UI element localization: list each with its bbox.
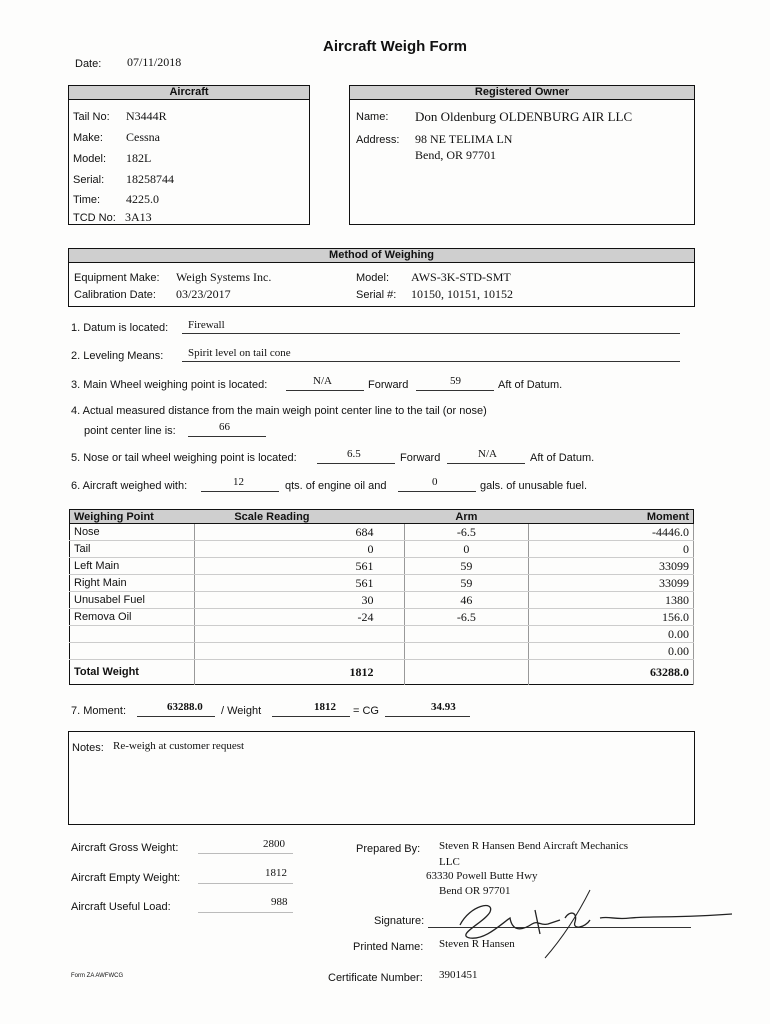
table-row [70,575,694,592]
q3-label: 3. Main Wheel weighing point is located: [71,379,268,391]
aircraft-row-value: 18258744 [126,172,174,186]
q1-label: 1. Datum is located: [71,322,169,334]
cell-moment: 33099 [529,575,694,592]
cg-moment-label: 7. Moment: [71,705,127,717]
aircraft-row-label: Make: [73,132,103,144]
prepared-line3: 63330 Powell Butte Hwy [426,870,538,882]
cell-arm: -6.5 [404,609,529,626]
form-title: Aircraft Weigh Form [323,38,467,55]
form-id: Form ZA AWFWCG [71,973,124,979]
total-label: Total Weight [70,660,195,685]
table-row [70,558,694,575]
cg-weight-value: 1812 [314,701,336,713]
table-row [70,626,694,643]
aircraft-row-label: Model: [73,153,107,165]
cell-point: Remova Oil [70,609,195,626]
aircraft-row-label: Time: [73,194,101,206]
aircraft-row-value: 4225.0 [126,192,159,206]
cell-arm: 0 [404,541,529,558]
q6-oil-value: 12 [233,476,244,488]
certificate-value: 3901451 [439,969,478,981]
date-value: 07/11/2018 [127,55,182,69]
cell-arm: -6.5 [404,524,529,541]
q1-value: Firewall [188,319,225,331]
date-label: Date: [75,58,102,70]
prepared-line2: LLC [439,856,460,868]
certificate-label: Certificate Number: [328,972,423,984]
th-scale-reading: Scale Reading [194,510,404,524]
serial-label: Serial #: [356,289,397,301]
owner-name-label: Name: [356,111,389,123]
serial-value: 10150, 10151, 10152 [411,287,513,301]
q4-label-a: 4. Actual measured distance from the main weigh point center line to the tail (or nose) [71,405,487,417]
th-moment: Moment [529,510,694,524]
cg-moment-value: 63288.0 [167,701,203,713]
q6-oil-label: qts. of engine oil and [285,480,387,492]
aircraft-header: Aircraft [69,86,309,100]
q6-fuel-label: gals. of unusable fuel. [480,480,588,492]
q5-aft-value: N/A [478,448,497,460]
weighing-table [69,509,694,685]
equipment-value: Weigh Systems Inc. [176,270,272,284]
gross-weight-label: Aircraft Gross Weight: [71,842,179,854]
cell-point: Nose [70,524,195,541]
q6-fuel-value: 0 [432,476,438,488]
useful-load-label: Aircraft Useful Load: [71,901,171,913]
total-moment: 63288.0 [529,660,694,685]
cell-moment: 0.00 [529,643,694,660]
model-value: AWS-3K-STD-SMT [411,270,511,284]
cell-scale: 561 [194,575,404,592]
cell-point: Unusabel Fuel [70,592,195,609]
cell-scale [194,626,404,643]
aircraft-row-label: TCD No: [73,212,116,224]
aircraft-row-value: Cessna [126,130,160,144]
equipment-label: Equipment Make: [74,272,160,284]
method-box [68,248,695,307]
cg-value: 34.93 [431,701,456,713]
q5-aft-label: Aft of Datum. [530,452,595,464]
gross-weight-value: 2800 [263,838,285,850]
calibration-label: Calibration Date: [74,289,156,301]
owner-address-line2: Bend, OR 97701 [415,148,496,162]
prepared-line1: Steven R Hansen Bend Aircraft Mechanics [439,840,629,852]
owner-box [349,85,695,225]
cell-moment: 156.0 [529,609,694,626]
cell-arm [404,626,529,643]
cell-point [70,643,195,660]
q4-value: 66 [219,421,230,433]
cell-scale: 0 [194,541,404,558]
cell-point: Right Main [70,575,195,592]
q5-forward-label: Forward [400,452,441,464]
aircraft-row-label: Tail No: [73,111,110,123]
cell-scale: 561 [194,558,404,575]
aircraft-row-value: 182L [126,151,152,165]
aircraft-row-value: N3444R [126,109,167,123]
cell-moment: 33099 [529,558,694,575]
owner-header: Registered Owner [350,86,694,100]
th-weighing-point: Weighing Point [70,510,195,524]
cell-moment: 0.00 [529,626,694,643]
empty-weight-label: Aircraft Empty Weight: [71,872,181,884]
cell-arm: 59 [404,558,529,575]
printed-name-label: Printed Name: [353,941,424,953]
q4-label-b: point center line is: [84,425,176,437]
q2-value: Spirit level on tail cone [188,347,291,359]
cell-arm [404,643,529,660]
cell-scale: 30 [194,592,404,609]
table-row [70,541,694,558]
table-row [70,524,694,541]
empty-weight-value: 1812 [265,867,287,879]
q5-forward-value: 6.5 [347,448,361,460]
q2-label: 2. Leveling Means: [71,350,164,362]
useful-load-value: 988 [271,896,288,908]
printed-name-value: Steven R Hansen [439,938,515,950]
model-label: Model: [356,272,390,284]
th-arm: Arm [404,510,529,524]
notes-box [68,731,695,825]
cell-arm: 59 [404,575,529,592]
table-row [70,592,694,609]
q3-aft-value: 59 [450,375,461,387]
q6-label: 6. Aircraft weighed with: [71,480,188,492]
total-weight: 1812 [194,660,404,685]
table-row [70,609,694,626]
aircraft-row-value: 3A13 [125,210,152,224]
cell-moment: 0 [529,541,694,558]
cg-label: = CG [353,705,379,717]
q3-forward-label: Forward [368,379,409,391]
q3-forward-value: N/A [313,375,332,387]
owner-address-label: Address: [356,134,400,146]
cell-scale [194,643,404,660]
method-header: Method of Weighing [69,249,694,263]
cell-point: Left Main [70,558,195,575]
aircraft-row-label: Serial: [73,174,105,186]
signature-label: Signature: [374,915,425,927]
cell-moment: 1380 [529,592,694,609]
prepared-by-label: Prepared By: [356,843,421,855]
owner-address-line1: 98 NE TELIMA LN [415,132,513,146]
cell-moment: -4446.0 [529,524,694,541]
calibration-value: 03/23/2017 [176,287,231,301]
cell-point: Tail [70,541,195,558]
cg-weight-label: / Weight [221,705,262,717]
cell-point [70,626,195,643]
prepared-line4: Bend OR 97701 [439,885,511,897]
q5-label: 5. Nose or tail wheel weighing point is located: [71,452,297,464]
notes-label: Notes: [72,742,104,754]
aircraft-box [68,85,310,225]
owner-name: Don Oldenburg OLDENBURG AIR LLC [415,109,633,124]
cell-scale: 684 [194,524,404,541]
table-row [70,643,694,660]
cell-scale: -24 [194,609,404,626]
notes-value: Re-weigh at customer request [113,740,245,752]
cell-arm: 46 [404,592,529,609]
q3-aft-label: Aft of Datum. [498,379,563,391]
